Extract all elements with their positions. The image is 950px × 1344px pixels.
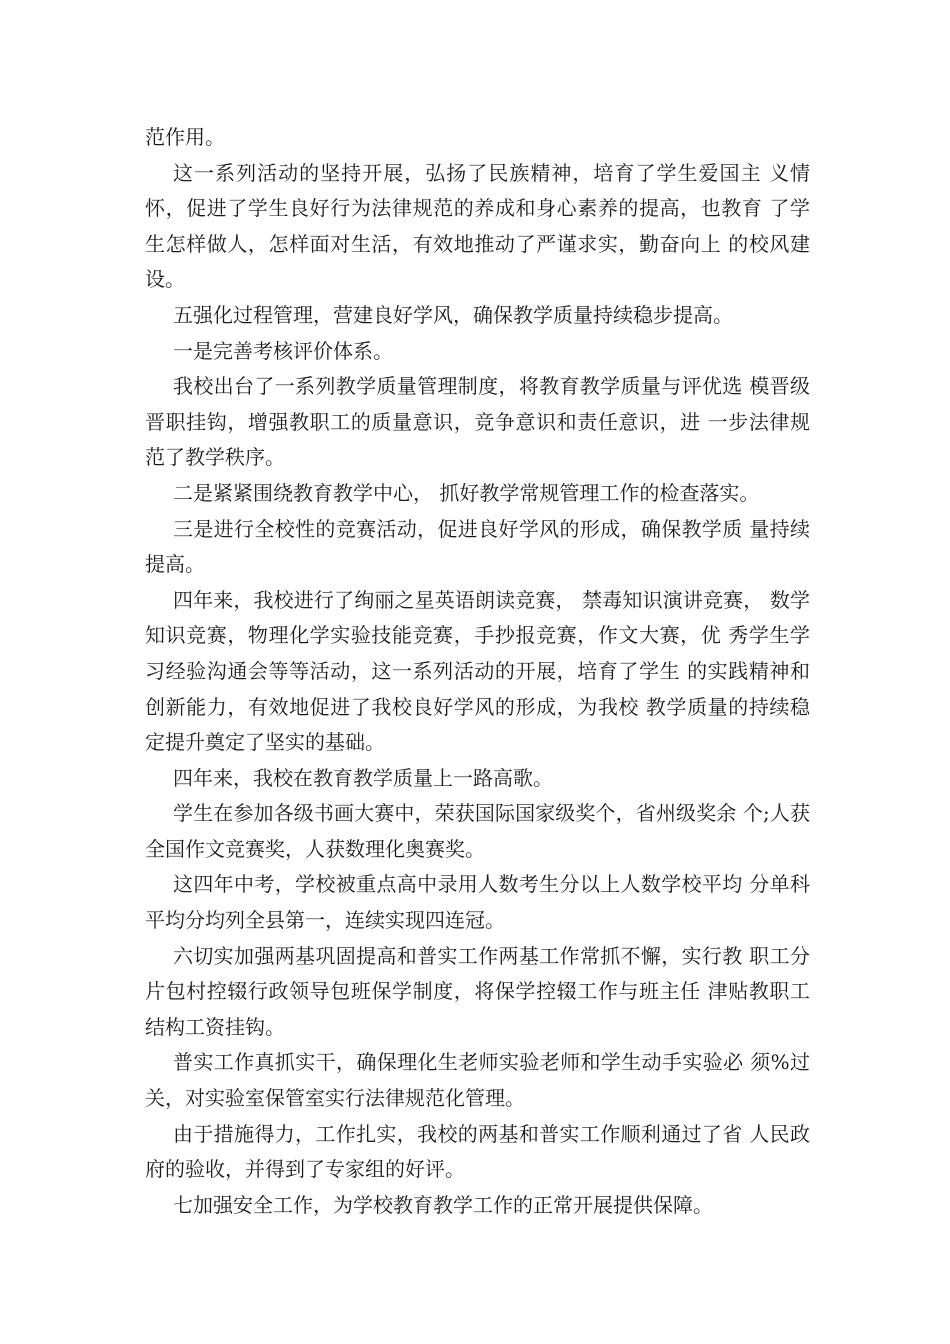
paragraph: 由于措施得力，工作扎实，我校的两基和普实工作顺利通过了省 人民政府的验收，并得到了专家组的好评。 xyxy=(145,1121,810,1182)
paragraph: 学生在参加各级书画大赛中，荣获国际国家级奖个，省州级奖余 个;人获全国作文竞赛奖，人获数理化奥赛奖。 xyxy=(145,801,810,861)
paragraph: 五强化过程管理，营建良好学风，确保教学质量持续稳步提高。 xyxy=(173,302,733,327)
document-body xyxy=(145,120,810,1223)
paragraph: 这一系列活动的坚持开展，弘扬了民族精神，培育了学生爱国主 义情怀，促进了学生良好行为法律规范的养成和身心素养的提高，也教育 了学生怎样做人，怎样面对生活，有效地推动了严谨求实，勤奋向上 的校风建设。 xyxy=(145,160,810,292)
paragraph: 范作用。 xyxy=(145,125,225,149)
paragraph: 我校出台了一系列教学质量管理制度，将教育教学质量与评优选 模晋级晋职挂钩，增强教职工的质量意识，竞争意识和责任意识，进 一步法律规范了教学秩序。 xyxy=(145,374,810,470)
paragraph: 四年来，我校进行了绚丽之星英语朗读竞赛， 禁毒知识演讲竞赛， 数学知识竞赛，物理化学实验技能竞赛，手抄报竞赛，作文大赛，优 秀学生学习经验沟通会等等活动，这一系列活动的开展，培育了学生 的实践精神和创新能力，有效地促进了我校良好学风的形成，为我校 教学质量的持续稳定提升奠定了坚实的基础。 xyxy=(145,587,810,755)
paragraph: 这四年中考，学校被重点高中录用人数考生分以上人数学校平均 分单科平均分均列全县第一，连续实现四连冠。 xyxy=(145,872,810,933)
paragraph: 三是进行全校性的竞赛活动，促进良好学风的形成，确保教学质 量持续提高。 xyxy=(145,516,810,577)
paragraph: 四年来，我校在教育教学质量上一路高歌。 xyxy=(173,765,553,790)
paragraph: 二是紧紧围绕教育教学中心， 抓好教学常规管理工作的检查落实。 xyxy=(173,480,760,505)
paragraph: 六切实加强两基巩固提高和普实工作两基工作常抓不懈，实行教 职工分片包村控辍行政领导包班保学制度，将保学控辍工作与班主任 津贴教职工结构工资挂钩。 xyxy=(145,943,810,1039)
paragraph: 普实工作真抓实干，确保理化生老师实验老师和学生动手实验必 须%过关，对实验室保管室实行法律规范化管理。 xyxy=(145,1050,810,1111)
paragraph: 七加强安全工作，为学校教育教学工作的正常开展提供保障。 xyxy=(173,1192,713,1217)
paragraph: 一是完善考核评价体系。 xyxy=(173,338,393,363)
